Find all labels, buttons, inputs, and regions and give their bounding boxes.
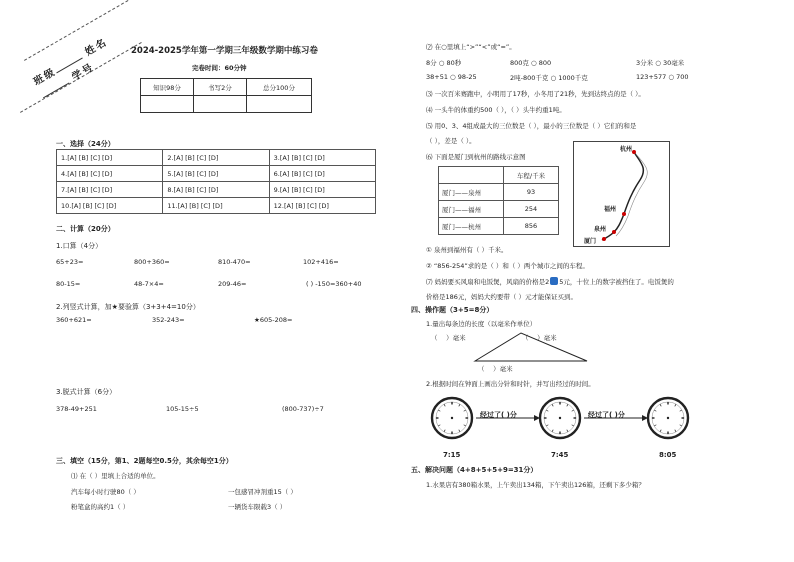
choice-cell[interactable]: 6.[A] [B] [C] [D] [269,166,375,182]
fill-q1-item[interactable]: 一包感冒冲剂重15（ ） [228,488,297,496]
fill-q2: ⑵ 在○里填上“>”“<”或“=”。 [426,43,516,51]
binding-label-number: 学号 [70,61,97,84]
score-writing: 书写2分 [194,79,247,96]
compare-item[interactable]: 2吨-800千克 ○ 1000千克 [510,74,588,82]
fill-q7a [426,277,674,286]
oral-item: 800+360= [134,258,170,266]
step-item: 105-15÷5 [166,405,199,413]
vertical-heading: 2.列竖式计算，加★要验算（3+3+4=10分） [56,303,200,311]
oral-item: 810-470= [218,258,251,266]
binding-margin [18,20,138,130]
choice-cell[interactable]: 11.[A] [B] [C] [D] [163,198,269,214]
choice-cell[interactable]: 7.[A] [B] [C] [D] [57,182,163,198]
route: 厦门——泉州 [439,184,504,201]
fill-q1: ⑴ 在（ ）里填上合适的单位。 [71,472,160,480]
section4-heading: 四、操作题（3+5=8分） [411,306,494,314]
clock-time-2: 7:45 [551,451,569,459]
choice-cell[interactable]: 8.[A] [B] [C] [D] [163,182,269,198]
step-heading: 3.脱式计算（6分） [56,388,117,396]
binding-labels [30,21,139,101]
compare-item[interactable]: 8分 ○ 80秒 [426,59,462,67]
step-item: 378-49+251 [56,405,97,413]
route-map-svg [574,142,669,246]
operation-q2: 2.根据时间在钟面上画出分针和时针，并写出经过的时间。 [426,380,595,388]
section5-heading: 五、解决问题（4+8+5+5+9=31分） [411,466,538,474]
step-item: (800-737)÷7 [282,405,324,413]
covered-digit-icon [550,277,558,285]
mm-label: 毫米 [499,365,513,373]
distance-table [438,166,559,235]
route: 厦门——杭州 [439,218,504,235]
fill-q5a: ⑸ 用0、3、4组成最大的三位数是（ ），最小的三位数是（ ）它们的和是 [426,122,637,130]
fuzhou-dot [622,212,626,216]
compare-item[interactable]: 3分米 ○ 30毫米 [636,59,685,67]
exam-time: 完卷时间：60分钟 [192,64,247,72]
route-map [573,141,670,247]
page-title: 2024-2025学年第一学期三年级数学期中练习卷 [131,46,318,56]
compare-item[interactable]: 38+51 ○ 98-25 [426,73,477,81]
mm-label: 毫米 [452,334,466,342]
score-total: 总分100分 [247,79,312,96]
vertical-item: 360+621= [56,316,92,324]
operation-q1: 1.量出每条边的长度（以毫米作单位） [426,320,537,328]
binding-label-name: 姓名 [83,36,110,59]
vertical-item: 352-243= [152,316,185,324]
fill-q4: ⑷ 一头牛的体重约500（ ），（ ）头牛约重1吨。 [426,106,566,114]
route-km: 856 [504,218,559,235]
vertical-item: ★605-208= [254,316,293,324]
triangle-right-side[interactable]: （ ）毫米 [522,334,557,342]
compare-item[interactable]: 800克 ○ 800 [510,59,552,67]
binding-label-class: 班级 [32,66,59,88]
fill-q7b: 价格是186元，妈妈大约要带（ ）元才能保证买到。 [426,293,577,301]
clock-time-3: 8:05 [659,451,677,459]
oral-heading: 1.口算（4分） [56,242,103,250]
passed-label-1[interactable]: 经过了( )分 [480,411,517,419]
fill-q1-item[interactable]: 汽车每小时行驶80（ ） [71,488,140,496]
fill-q6a: ① 泉州到福州有（ ）千米。 [426,246,508,254]
map-label-fuzhou: 福州 [604,206,617,213]
distance-header-blank [439,167,504,184]
compare-item[interactable]: 123+577 ○ 700 [636,73,689,81]
choice-cell[interactable]: 3.[A] [B] [C] [D] [269,150,375,166]
map-label-xiamen: 厦门 [584,238,597,245]
route-km: 254 [504,201,559,218]
fill-q6b: ② “856-254”求的是（ ）和（ ）两个城市之间的车程。 [426,262,589,270]
passed-label-2[interactable]: 经过了( )分 [588,411,625,419]
fill-q7a-text: ⑺ 妈妈要买风扇和电饭煲，风扇的价格是2 [426,278,550,286]
oral-item: 48-7×4= [134,280,164,288]
quanzhou-dot [612,230,616,234]
score-knowledge-input[interactable] [141,96,194,113]
route-km: 93 [504,184,559,201]
fill-q1-item[interactable]: 一辆货车限载3（ ） [228,503,287,511]
distance-header: 车程/千米 [504,167,559,184]
map-label-quanzhou: 泉州 [594,226,607,233]
oral-item: 80-15= [56,280,81,288]
oral-item: ( ) -150=360+40 [306,280,362,288]
fill-q7a-text2: 5元，十位上的数字被挡住了。电饭煲的 [559,278,674,286]
fill-q5b: （ ），差是（ ）。 [426,137,476,145]
score-total-input[interactable] [247,96,312,113]
hangzhou-dot [632,150,636,154]
choice-cell[interactable]: 1.[A] [B] [C] [D] [57,150,163,166]
problem-q1: 1.水果店有380箱水果，上午卖出134箱，下午卖出126箱，还剩下多少箱？ [426,481,645,489]
map-label-hangzhou: 杭州 [620,146,633,153]
choice-cell[interactable]: 9.[A] [B] [C] [D] [269,182,375,198]
oral-item: 209-46= [218,280,247,288]
route: 厦门——福州 [439,201,504,218]
choice-cell[interactable]: 2.[A] [B] [C] [D] [163,150,269,166]
choice-cell[interactable]: 12.[A] [B] [C] [D] [269,198,375,214]
clock-row [430,392,720,454]
oral-item: 102+416= [303,258,339,266]
clock-time-1: 7:15 [443,451,461,459]
choice-cell[interactable]: 5.[A] [B] [C] [D] [163,166,269,182]
xiamen-dot [602,237,606,241]
mm-label: 毫米 [543,334,557,342]
fill-q3: ⑶ 一次百米赛跑中，小明用了17秒，小冬用了21秒，先到达终点的是（ ）。 [426,90,645,98]
fill-q1-item[interactable]: 粉笔盒的高约1（ ） [71,503,130,511]
choice-cell[interactable]: 10.[A] [B] [C] [D] [57,198,163,214]
score-table [140,78,312,113]
triangle-bottom-side[interactable]: （ ）毫米 [478,365,513,373]
fill-q6: ⑹ 下面是厦门到杭州的路线示意图 [426,153,526,161]
triangle-left-side[interactable]: （ ）毫米 [431,334,466,342]
score-writing-input[interactable] [194,96,247,113]
choice-answer-grid [56,149,376,214]
score-knowledge: 知识98分 [141,79,194,96]
section3-heading: 三、填空（15分，第1、2题每空0.5分，其余每空1分） [56,457,233,465]
oral-item: 65+23= [56,258,84,266]
section1-heading: 一、选择（24分） [56,140,115,148]
choice-cell[interactable]: 4.[A] [B] [C] [D] [57,166,163,182]
section2-heading: 二、计算（20分） [56,225,115,233]
